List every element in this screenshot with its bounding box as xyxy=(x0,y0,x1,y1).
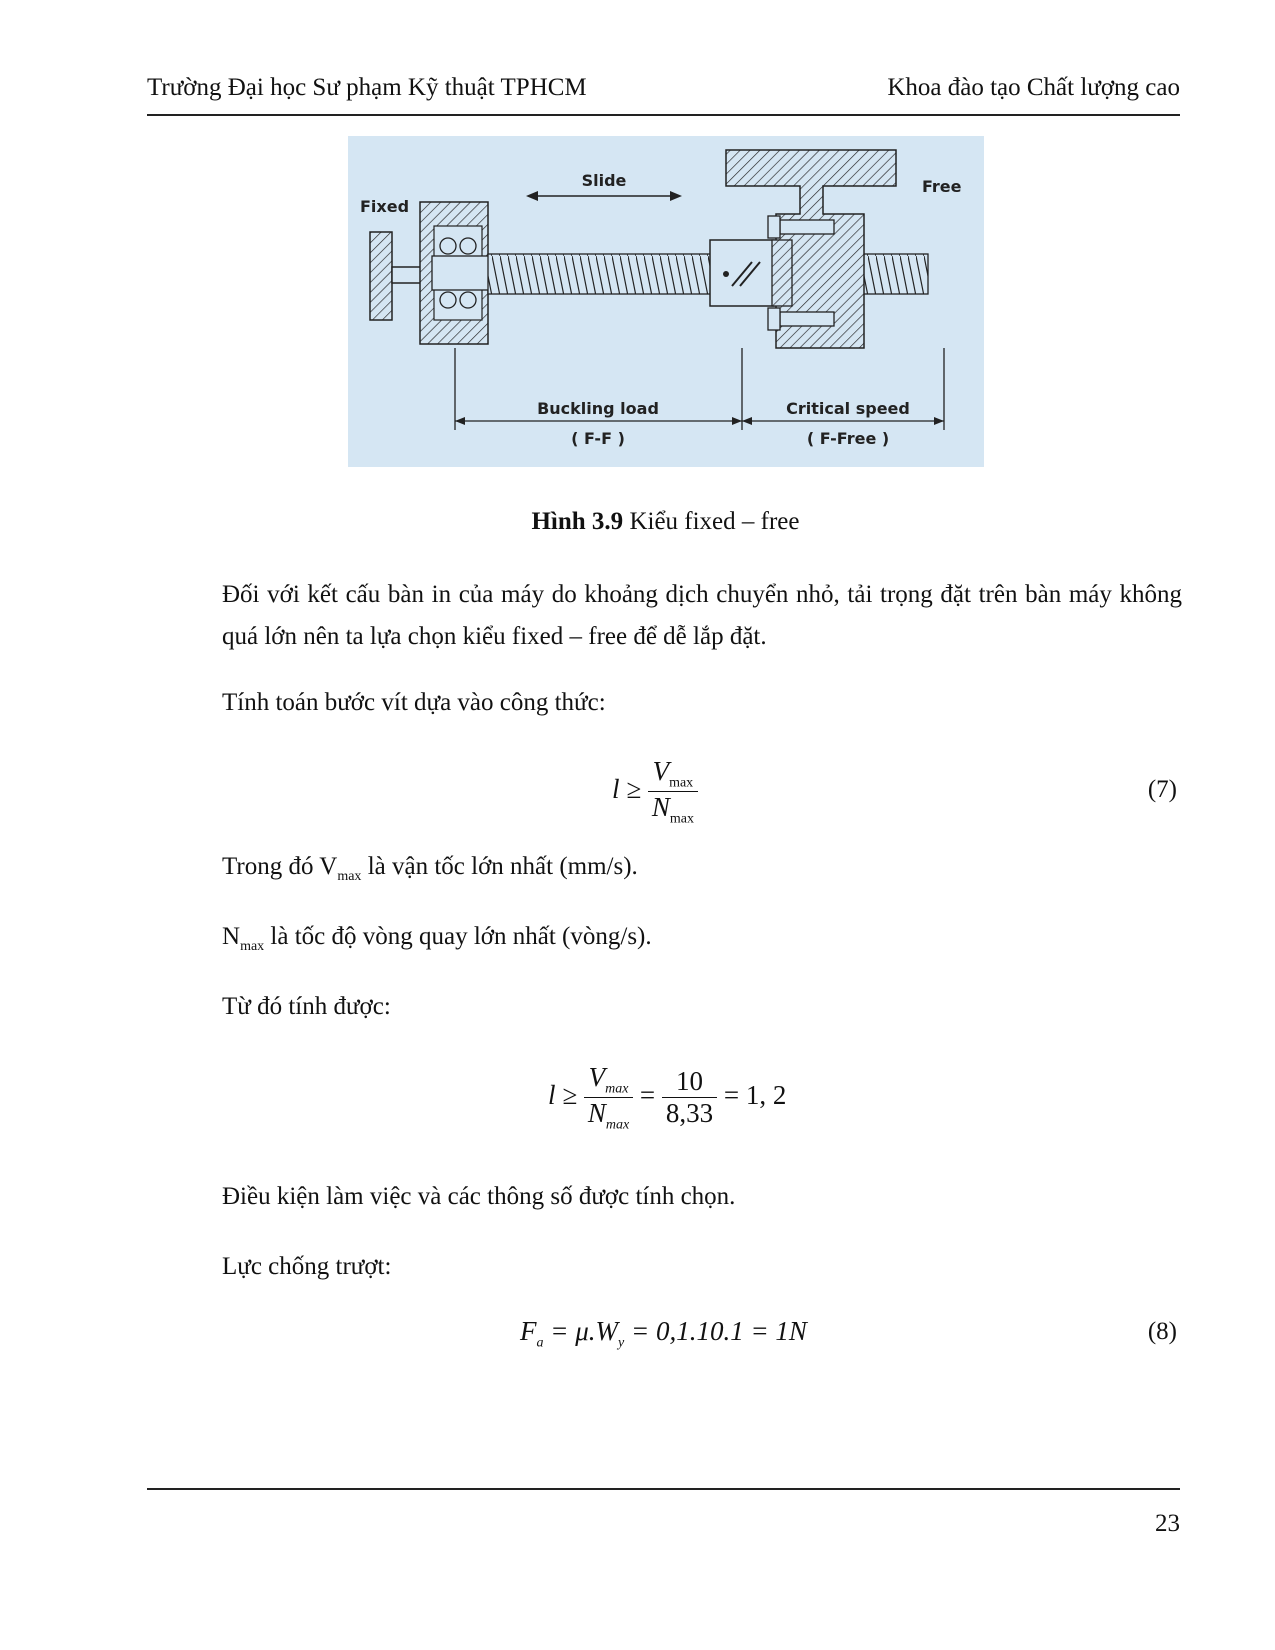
paragraph-7: Lực chống trượt: xyxy=(222,1253,392,1280)
paragraph-5: Từ đó tính được: xyxy=(222,993,391,1020)
eq7-fraction: $\frac{V_{max}}{N_{max}}$ xyxy=(648,756,698,828)
ball-screw-figure xyxy=(348,136,984,467)
page-header xyxy=(147,74,1180,116)
paragraph-6: Điều kiện làm việc và các thông số được tính chọn. xyxy=(222,1183,736,1210)
fixed-label: Fixed xyxy=(360,197,410,216)
ffree-label: ( F-Free ) xyxy=(806,429,890,448)
page-number: 23 xyxy=(1155,1510,1180,1537)
header-faculty: Khoa đào tạo Chất lượng cao xyxy=(887,74,1180,101)
free-label: Free xyxy=(922,177,962,196)
equation-8: $F_a = \mu.W_y = 0,1.10.1 = 1N$ xyxy=(520,1316,807,1351)
caption-label: Hình 3.9 xyxy=(531,508,624,535)
eq7-lhs: l ≥ xyxy=(612,774,642,805)
equation-8-number: (8) xyxy=(1147,1318,1177,1345)
paragraph-2: Tính toán bước vít dựa vào công thức: xyxy=(222,689,606,716)
equation-7 xyxy=(612,756,698,828)
header-university: Trường Đại học Sư phạm Kỹ thuật TPHCM xyxy=(147,74,587,101)
footer-divider xyxy=(147,1488,1180,1490)
critical-label: Critical speed xyxy=(786,399,910,418)
equation-calc: l ≥ $\frac{V_{max}}{N_{max}}$ = $\frac{10}{8,33}$ = 1, 2 xyxy=(548,1062,787,1133)
equation-7-number: (7) xyxy=(1147,776,1177,803)
slide-label: Slide xyxy=(581,171,627,190)
paragraph-4: $N_{max}$ là tốc độ vòng quay lớn nhất (vòng/s). xyxy=(222,923,652,954)
handwheel xyxy=(370,232,392,320)
paragraph-1: Đối với kết cấu bàn in của máy do khoảng dịch chuyển nhỏ, tải trọng đặt trên bàn máy không quá lớn nên ta lựa chọn kiểu fixed – free để dễ lắp đặt. xyxy=(222,581,1182,650)
bolt-upper xyxy=(780,220,834,234)
ff-label: ( F-F ) xyxy=(571,429,625,448)
figure-caption xyxy=(0,508,1275,536)
paragraph-3: Trong đó $V_{max}$ là vận tốc lớn nhất (mm/s). xyxy=(222,853,638,884)
bolt-lower xyxy=(780,312,834,326)
buckling-label: Buckling load xyxy=(537,399,659,418)
caption-text: Kiểu fixed – free xyxy=(629,508,800,535)
